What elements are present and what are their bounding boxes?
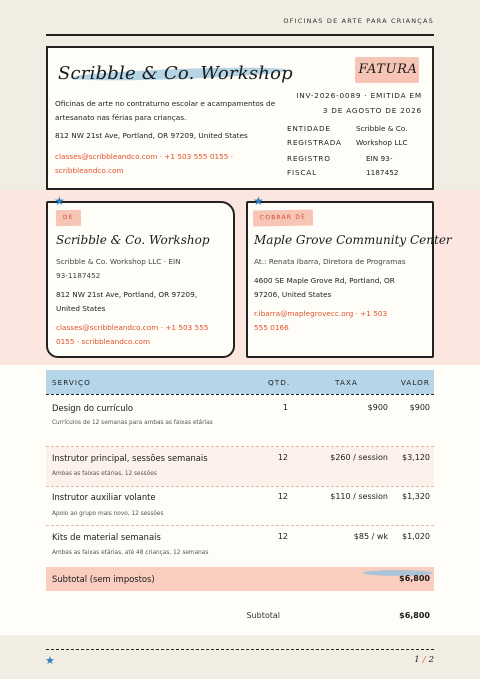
item-rate: $260 / session (330, 453, 388, 462)
item-amount: $1,320 (402, 492, 430, 501)
bill-to-title: Maple Grove Community Center (254, 233, 452, 247)
page-total: 2 (428, 655, 434, 665)
page-number (414, 655, 434, 665)
meta-label-tax-1: REGISTRO (287, 154, 331, 163)
from-address-line-2: United States (56, 304, 106, 313)
item-rate: $110 / session (330, 492, 388, 501)
bill-to-address-line-2: 97206, United States (254, 290, 332, 299)
footer-rule (46, 649, 434, 650)
meta-value-entity-1: Scribble & Co. (356, 124, 408, 133)
table-header (46, 370, 434, 394)
item-rate: $85 / wk (353, 532, 388, 541)
bill-to-address-line-1: 4600 SE Maple Grove Rd, Portland, OR (254, 276, 395, 285)
meta-value-tax-1: EIN 93- (366, 154, 393, 163)
summary-subtotal-amount: $6,800 (399, 611, 430, 620)
item-qty: 12 (277, 492, 288, 501)
from-legal-line-2: 93-1187452 (56, 271, 101, 280)
item-description: Ambas as faixas etárias, 12 sessões (52, 471, 157, 477)
from-chip: DE (56, 210, 81, 226)
item-amount: $3,120 (402, 453, 430, 462)
column-header-qty: QTD. (268, 378, 291, 387)
meta-value-entity-2: Workshop LLC (356, 138, 408, 147)
item-description: Ambas as faixas etárias, até 48 crianças, 12 semanas (52, 550, 209, 556)
item-amount: $900 (409, 403, 430, 412)
column-header-amount: VALOR (400, 378, 430, 387)
from-contact-line-1[interactable]: classes@scribbleandco.com · +1 503 555 (56, 323, 209, 332)
subtotal-amount: $6,800 (399, 574, 430, 583)
meta-label-entity-1: ENTIDADE (287, 124, 331, 133)
brand-address: 812 NW 21st Ave, Portland, OR 97209, United States (55, 131, 248, 140)
from-address-line-1: 812 NW 21st Ave, Portland, OR 97209, (56, 290, 198, 299)
item-name: Design do currículo (52, 403, 134, 413)
invoice-date: 3 DE AGOSTO DE 2026 (322, 106, 422, 115)
item-description: Apoio ao grupo mais novo, 12 sessões (52, 511, 164, 517)
meta-label-tax-2: FISCAL (287, 168, 317, 177)
item-name: Kits de material semanais (52, 532, 161, 542)
bill-to-chip: COBRAR DE (253, 209, 313, 226)
item-name: Instrutor principal, sessões semanais (52, 453, 208, 463)
from-title: Scribble & Co. Workshop (56, 233, 210, 247)
brand-name: Scribble & Co. Workshop (58, 63, 293, 84)
item-qty: 12 (277, 453, 288, 462)
meta-label-entity-2: REGISTRADA (287, 138, 342, 147)
meta-value-tax-2: 1187452 (366, 168, 399, 177)
item-name: Instrutor auxiliar volante (52, 492, 156, 502)
column-header-rate: TAXA (335, 378, 358, 387)
summary-subtotal-label: Subtotal (246, 611, 280, 620)
invoice-title: FATURA (358, 62, 418, 77)
top-rule (46, 34, 434, 36)
bill-to-contact-line-1[interactable]: r.ibarra@maplegrovecc.org · +1 503 (254, 309, 388, 318)
item-rate: $900 (367, 403, 388, 412)
item-qty: 1 (282, 403, 288, 412)
brand-contact[interactable]: classes@scribbleandco.com · +1 503 555 0155 · scribbleandco.com (55, 152, 234, 175)
item-description: Currículos de 12 semanas para ambas as faixas etárias (52, 420, 213, 426)
column-header-service: SERVIÇO (52, 378, 91, 387)
subtotal-label: Subtotal (sem impostos) (52, 574, 155, 584)
from-contact-line-2[interactable]: 0155 · scribbleandco.com (56, 337, 151, 346)
invoice-number: INV-2026-0089 · EMITIDA EM (296, 91, 422, 100)
from-legal-line-1: Scribble & Co. Workshop LLC · EIN (56, 257, 181, 266)
item-amount: $1,020 (402, 532, 430, 541)
star-icon: ★ (253, 194, 264, 208)
bill-to-contact-line-2[interactable]: 555 0166 (254, 323, 289, 332)
page-separator: / (422, 655, 426, 665)
brand-tagline: Oficinas de arte no contraturno escolar e acampamentos de artesanato nas férias para crianças. (55, 99, 276, 122)
running-header: OFICINAS DE ARTE PARA CRIANÇAS (283, 17, 434, 25)
star-icon: ★ (54, 194, 65, 208)
star-icon: ★ (45, 654, 55, 667)
bill-to-attn: At.: Renata Ibarra, Diretora de Programas (254, 257, 406, 266)
item-qty: 12 (277, 532, 288, 541)
page-current: 1 (414, 655, 420, 665)
